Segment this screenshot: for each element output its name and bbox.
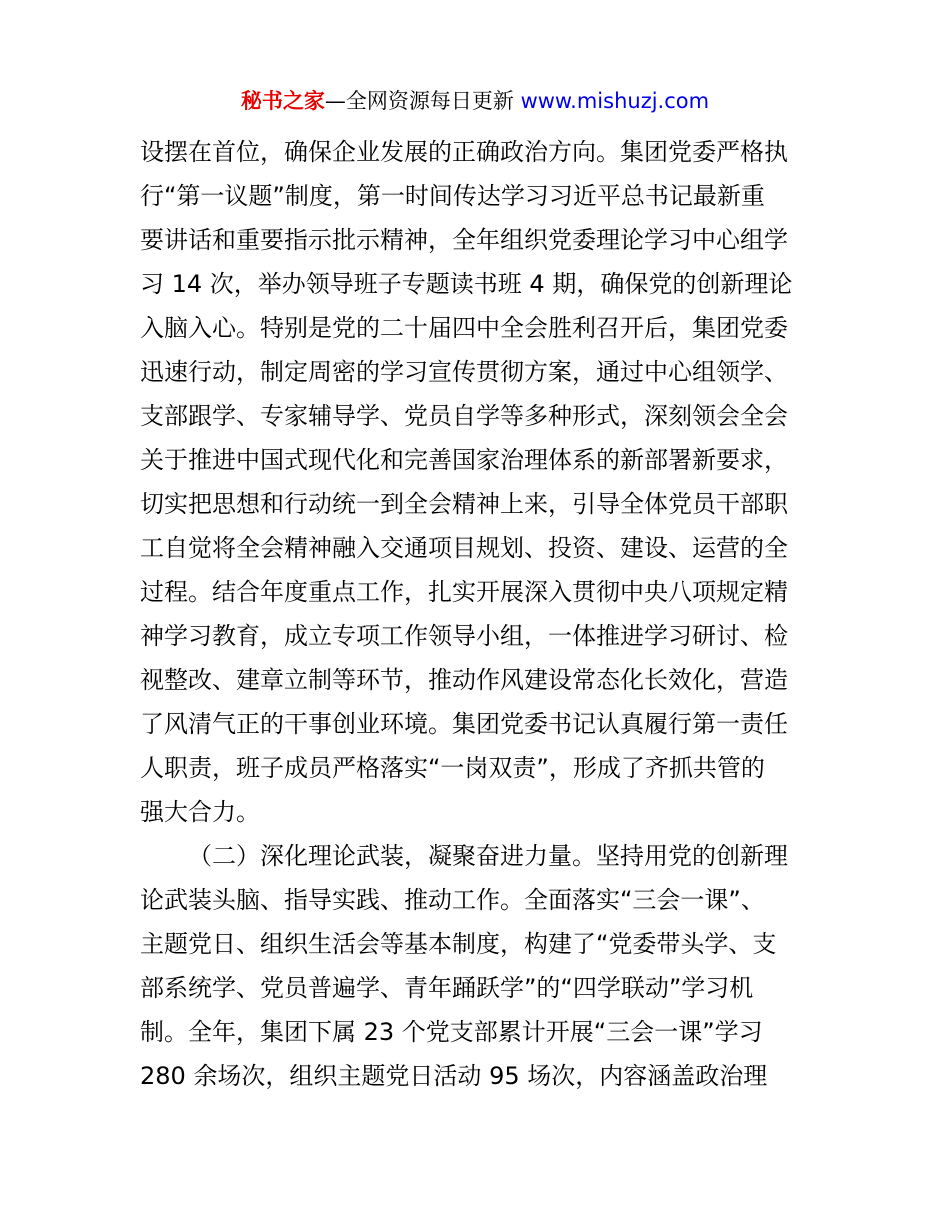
text-line: 习 14 次，举办领导班子专题读书班 4 期，确保党的创新理论 <box>140 270 793 298</box>
text-line: 行“第一议题”制度，第一时间传达学习习近平总书记最新重 <box>140 182 765 210</box>
brand-name: 秘书之家 <box>240 89 325 113</box>
text-line: 制。全年，集团下属 23 个党支部累计开展“三会一课”学习 <box>140 1018 763 1046</box>
header-tagline: —全网资源每日更新 <box>324 89 521 113</box>
text-line: 工自觉将全会精神融入交通项目规划、投资、建设、运营的全 <box>140 534 788 562</box>
text-line: 设摆在首位，确保企业发展的正确政治方向。集团党委严格执 <box>140 138 788 166</box>
document-body <box>140 130 830 1098</box>
text-line: 关于推进中国式现代化和完善国家治理体系的新部署新要求， <box>140 446 788 474</box>
text-line: 主题党日、组织生活会等基本制度，构建了“党委带头学、支 <box>140 930 777 958</box>
text-line: 神学习教育，成立专项工作领导小组，一体推进学习研讨、检 <box>140 622 788 650</box>
text-line: 过程。结合年度重点工作，扎实开展深入贯彻中央八项规定精 <box>140 578 788 606</box>
page-header <box>0 86 950 116</box>
text-line: 入脑入心。特别是党的二十届四中全会胜利召开后，集团党委 <box>140 314 788 342</box>
site-url-link[interactable]: www.mishuzj.com <box>520 89 710 113</box>
text-line: 论武装头脑、指导实践、推动工作。全面落实“三会一课”、 <box>140 886 765 914</box>
text-line: 强大合力。 <box>140 798 260 826</box>
text-line: 部系统学、党员普遍学、青年踊跃学”的“四学联动”学习机 <box>140 974 754 1002</box>
text-line: 280 余场次，组织主题党日活动 95 场次，内容涵盖政治理 <box>140 1062 768 1090</box>
text-line: 了风清气正的干事创业环境。集团党委书记认真履行第一责任 <box>140 710 788 738</box>
text-line: 迅速行动，制定周密的学习宣传贯彻方案，通过中心组领学、 <box>140 358 788 386</box>
text-line: 切实把思想和行动统一到全会精神上来，引导全体党员干部职 <box>140 490 788 518</box>
text-line: 支部跟学、专家辅导学、党员自学等多种形式，深刻领会全会 <box>140 402 788 430</box>
text-line: 人职责，班子成员严格落实“一岗双责”，形成了齐抓共管的 <box>140 754 765 782</box>
text-line: 要讲话和重要指示批示精神，全年组织党委理论学习中心组学 <box>140 226 788 254</box>
text-line: 视整改、建章立制等环节，推动作风建设常态化长效化，营造 <box>140 666 788 694</box>
section-heading-line: （二）深化理论武装，凝聚奋进力量。坚持用党的创新理 <box>188 842 788 870</box>
